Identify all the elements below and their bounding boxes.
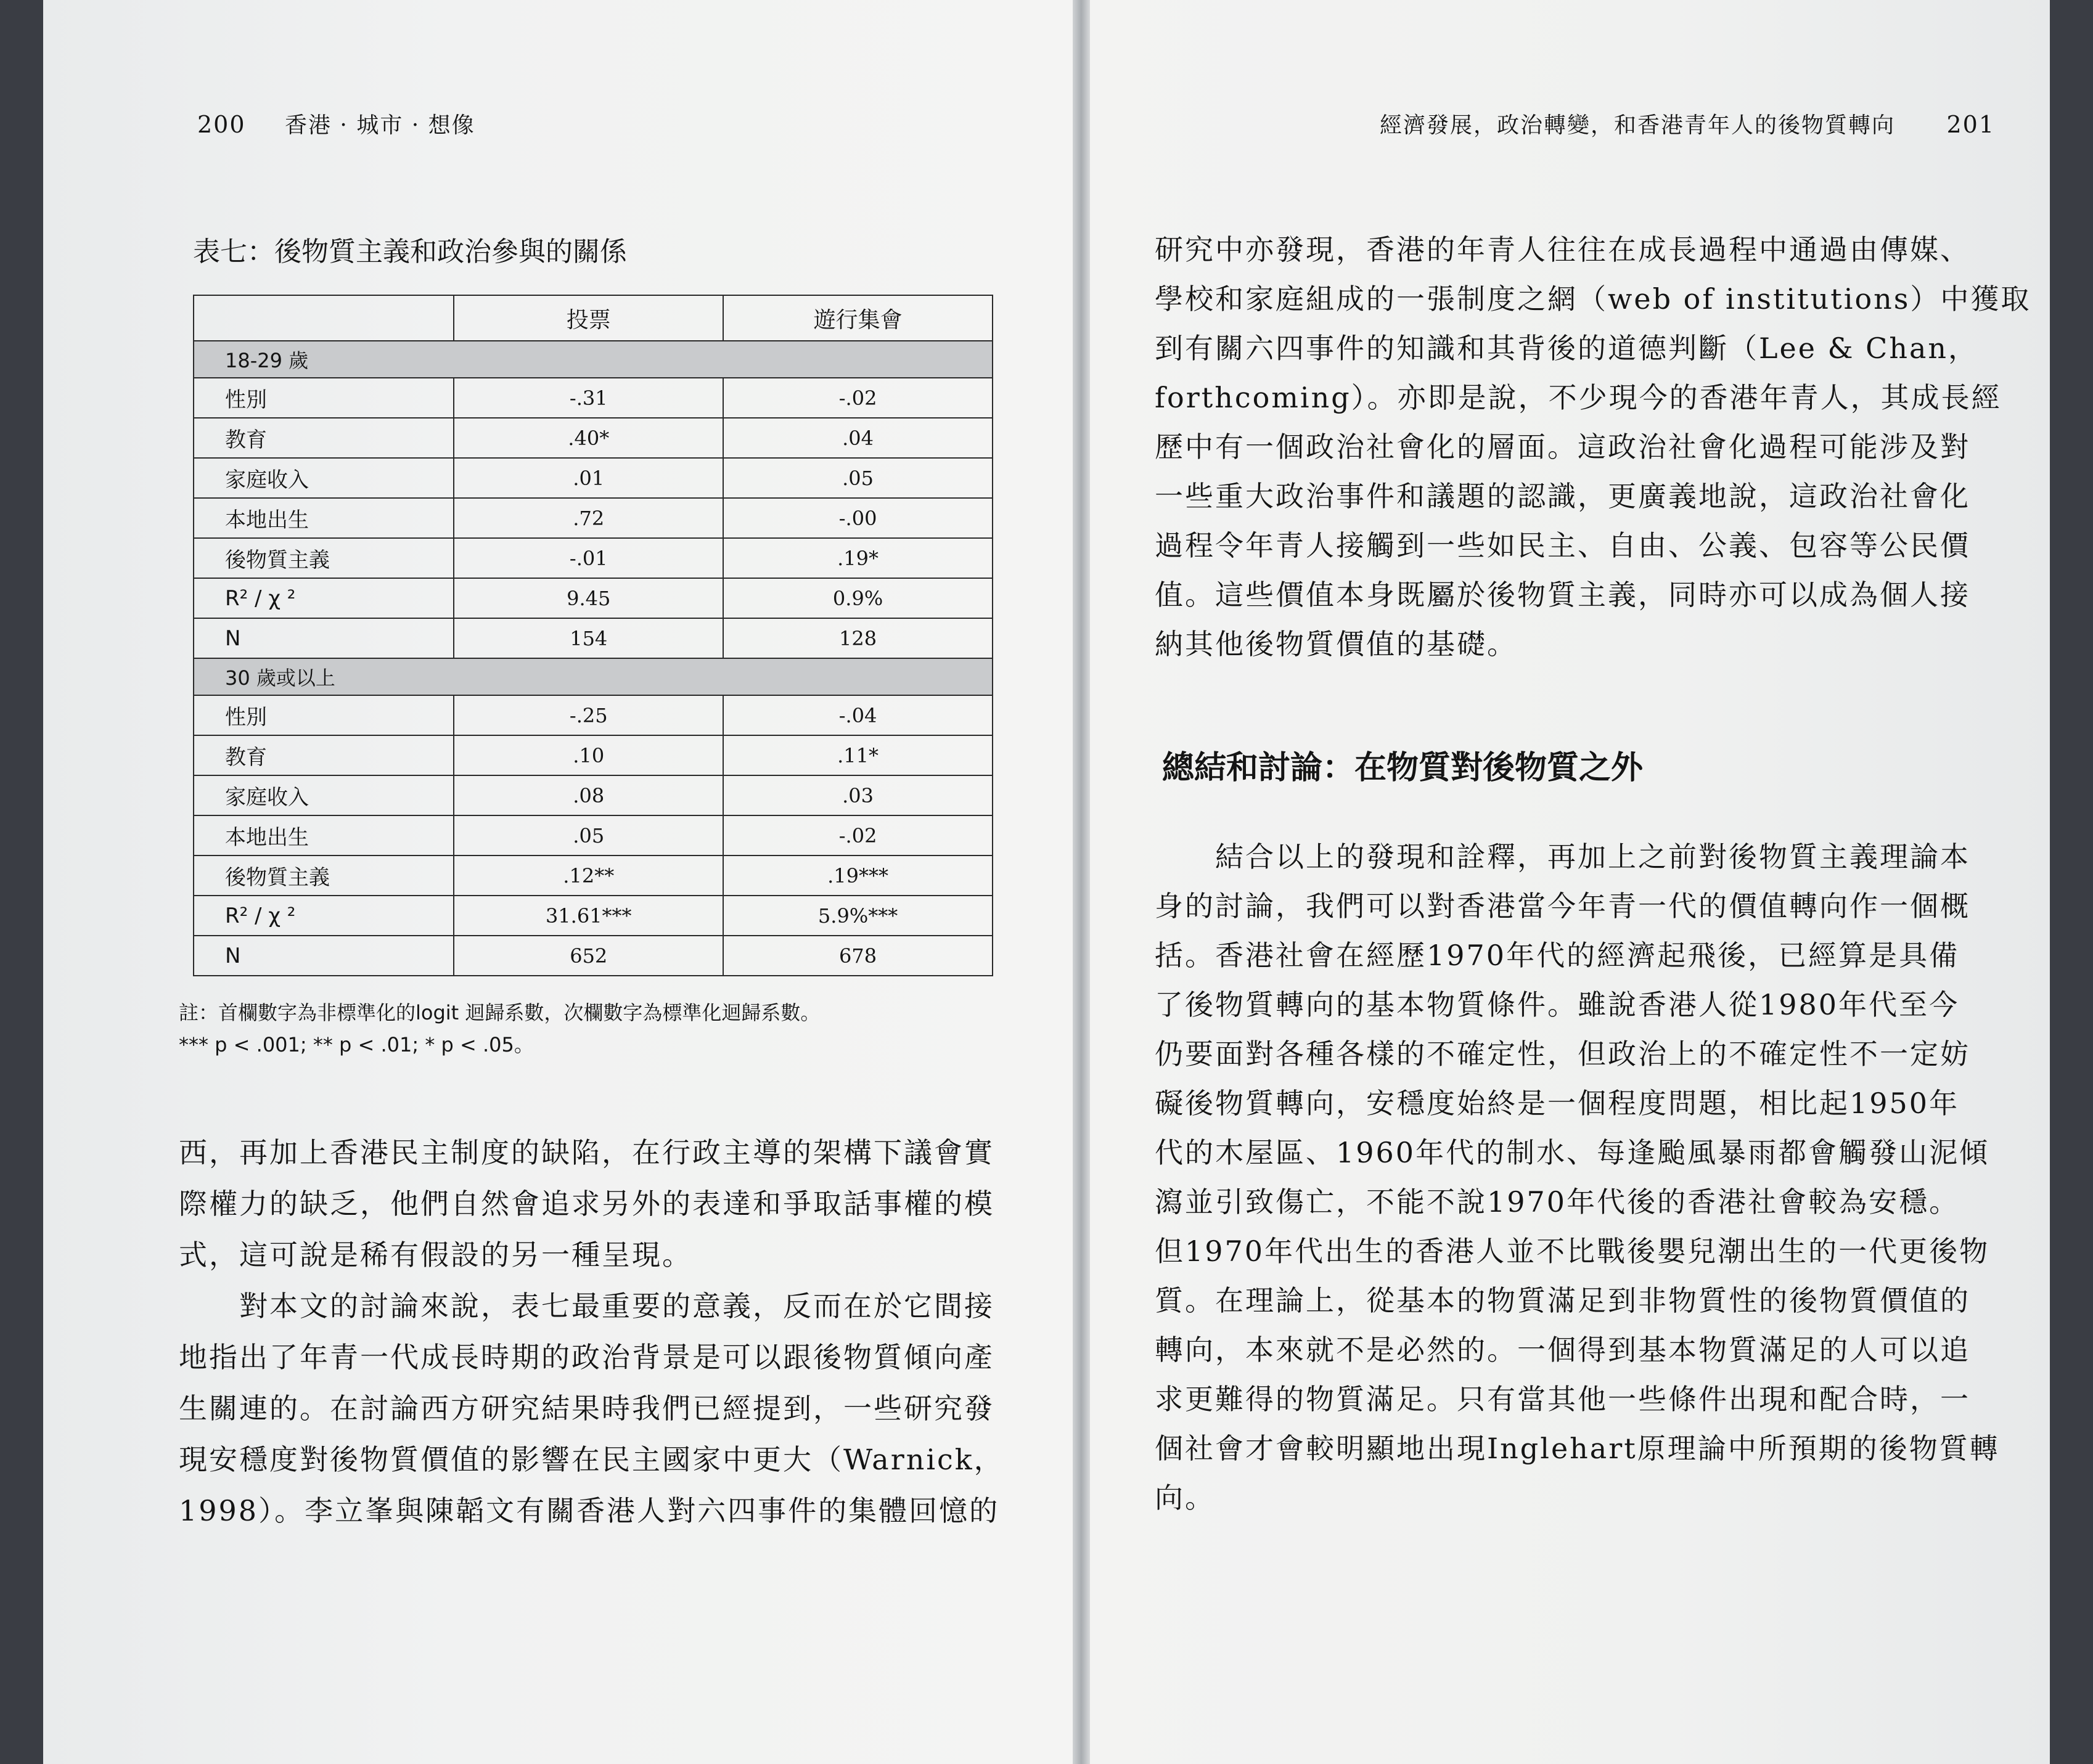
text-line: 生關連的。在討論西方研究結果時我們已經提到，一些研究發 [179,1392,994,1425]
vote-value: .12** [454,855,723,896]
text-line: 仍要面對各種各樣的不確定性，但政治上的不確定性不一定妨 [1155,1037,1970,1071]
text-line: 個社會才會較明顯地出現Inglehart原理論中所預期的後物質轉 [1155,1432,2000,1465]
text-line: 結合以上的發現和詮釋，再加上之前對後物質主義理論本 [1155,840,1970,873]
row-label: 教育 [194,735,454,775]
group-label: 18-29 歲 [194,341,993,378]
rally-value: -.02 [723,815,993,855]
right-page [1090,0,2050,1764]
text-line: 地指出了年青一代成長時期的政治背景是可以跟後物質傾向產 [179,1341,994,1374]
rally-value: .19*** [723,855,993,896]
table-row [194,578,993,618]
table-row [194,498,993,538]
table-row [194,815,993,855]
text-line: 1998）。李立峯與陳韜文有關香港人對六四事件的集體回憶的 [179,1494,1000,1527]
text-line: 現安穩度對後物質價值的影響在民主國家中更大（Warnick， [179,1443,1004,1476]
row-label: N [194,936,454,976]
row-label: 性別 [194,695,454,735]
text-line: 瀉並引致傷亡，不能不說1970年代後的香港社會較為安穩。 [1155,1185,1960,1219]
text-line: 歷中有一個政治社會化的層面。這政治社會化過程可能涉及對 [1155,430,1970,463]
vote-value: -.31 [454,378,723,418]
header-vote: 投票 [454,295,723,341]
table-row [194,458,993,498]
table-row [194,775,993,815]
chapter-title: 經濟發展，政治轉變，和香港青年人的後物質轉向 [1380,113,1896,138]
text-line: 研究中亦發現，香港的年青人往往在成長過程中通過由傳媒、 [1155,233,1970,266]
book-title: 香港 · 城市 · 想像 [284,113,475,138]
table-note: 註：首欄數字為非標準化的logit 迴歸系數，次欄數字為標準化迴歸系數。 [179,1001,821,1024]
text-line: 礙後物質轉向，安穩度始終是一個程度問題，相比起1950年 [1155,1087,1960,1120]
row-label: 本地出生 [194,815,454,855]
vote-value: 31.61*** [454,896,723,936]
rally-value: .19* [723,538,993,578]
left-running-head [197,108,475,139]
rally-value: .05 [723,458,993,498]
row-label: 教育 [194,418,454,458]
row-label: N [194,618,454,658]
rally-value: .04 [723,418,993,458]
book-gutter [1073,0,1090,1764]
text-line: 求更難得的物質滿足。只有當其他一些條件出現和配合時，一 [1155,1382,1970,1416]
rally-value: .03 [723,775,993,815]
right-page-number: 201 [1946,111,1995,138]
text-line: 質。在理論上，從基本的物質滿足到非物質性的後物質價值的 [1155,1284,1970,1317]
text-line: 式，這可說是稀有假設的另一種呈現。 [179,1238,692,1272]
rally-value: -.00 [723,498,993,538]
group-label: 30 歲或以上 [194,658,993,695]
header-blank [194,295,454,341]
rally-value: 0.9% [723,578,993,618]
row-label: 性別 [194,378,454,418]
text-line: 際權力的缺乏，他們自然會追求另外的表達和爭取話事權的模 [179,1187,994,1220]
vote-value: -.25 [454,695,723,735]
text-line: 西，再加上香港民主制度的缺陷，在行政主導的架構下議會實 [179,1136,994,1169]
row-label: 後物質主義 [194,538,454,578]
table-row [194,936,993,976]
vote-value: .72 [454,498,723,538]
regression-table [193,295,993,976]
table-row [194,735,993,775]
table-row [194,378,993,418]
row-label: R² / χ ² [194,578,454,618]
rally-value: -.04 [723,695,993,735]
row-label: 家庭收入 [194,458,454,498]
text-line: 括。香港社會在經歷1970年代的經濟起飛後，已經算是具備 [1155,939,1960,972]
vote-value: .08 [454,775,723,815]
table-body [194,341,993,976]
text-line: forthcoming）。亦即是說，不少現今的香港年青人，其成長經 [1155,381,2002,414]
vote-value: 154 [454,618,723,658]
significance-note: *** p < .001; ** p < .01; * p < .05。 [179,1033,534,1056]
text-line: 但1970年代出生的香港人並不比戰後嬰兒潮出生的一代更後物 [1155,1235,1990,1268]
text-line: 代的木屋區、1960年代的制水、每逢颱風暴雨都會觸發山泥傾 [1155,1136,1990,1169]
left-page-number: 200 [197,111,246,138]
vote-value: .01 [454,458,723,498]
section-heading: 總結和討論：在物質對後物質之外 [1162,749,1644,786]
text-line: 向。 [1155,1481,1215,1514]
rally-value: 678 [723,936,993,976]
text-line: 過程令年青人接觸到一些如民主、自由、公義、包容等公民價 [1155,529,1970,562]
table-row [194,695,993,735]
table-row [194,618,993,658]
right-running-head [1380,108,1995,139]
text-line: 納其他後物質價值的基礎。 [1155,627,1517,661]
vote-value: 652 [454,936,723,976]
text-line: 了後物質轉向的基本物質條件。雖說香港人從1980年代至今 [1155,988,1960,1021]
table-header-row [194,295,993,341]
row-label: 後物質主義 [194,855,454,896]
table-row [194,896,993,936]
text-line: 學校和家庭組成的一張制度之網（web of institutions）中獲取 [1155,282,2031,316]
rally-value: 128 [723,618,993,658]
text-line: 身的討論，我們可以對香港當今年青一代的價值轉向作一個概 [1155,889,1970,923]
vote-value: .05 [454,815,723,855]
text-line: 值。這些價值本身既屬於後物質主義，同時亦可以成為個人接 [1155,578,1970,611]
table-group-row [194,341,993,378]
row-label: R² / χ ² [194,896,454,936]
vote-value: .40* [454,418,723,458]
vote-value: -.01 [454,538,723,578]
rally-value: -.02 [723,378,993,418]
text-line: 到有關六四事件的知識和其背後的道德判斷（Lee & Chan， [1155,332,1979,365]
left-page [43,0,1073,1764]
row-label: 本地出生 [194,498,454,538]
header-rally: 遊行集會 [723,295,993,341]
table-row [194,855,993,896]
text-line: 對本文的討論來說，表七最重要的意義，反而在於它間接 [179,1289,994,1323]
table-row [194,538,993,578]
table-title: 表七：後物質主義和政治參與的關係 [193,236,627,267]
vote-value: .10 [454,735,723,775]
table-group-row [194,658,993,695]
text-line: 轉向，本來就不是必然的。一個得到基本物質滿足的人可以追 [1155,1333,1970,1366]
table-row [194,418,993,458]
vote-value: 9.45 [454,578,723,618]
rally-value: .11* [723,735,993,775]
rally-value: 5.9%*** [723,896,993,936]
row-label: 家庭收入 [194,775,454,815]
text-line: 一些重大政治事件和議題的認識，更廣義地說，這政治社會化 [1155,480,1970,513]
